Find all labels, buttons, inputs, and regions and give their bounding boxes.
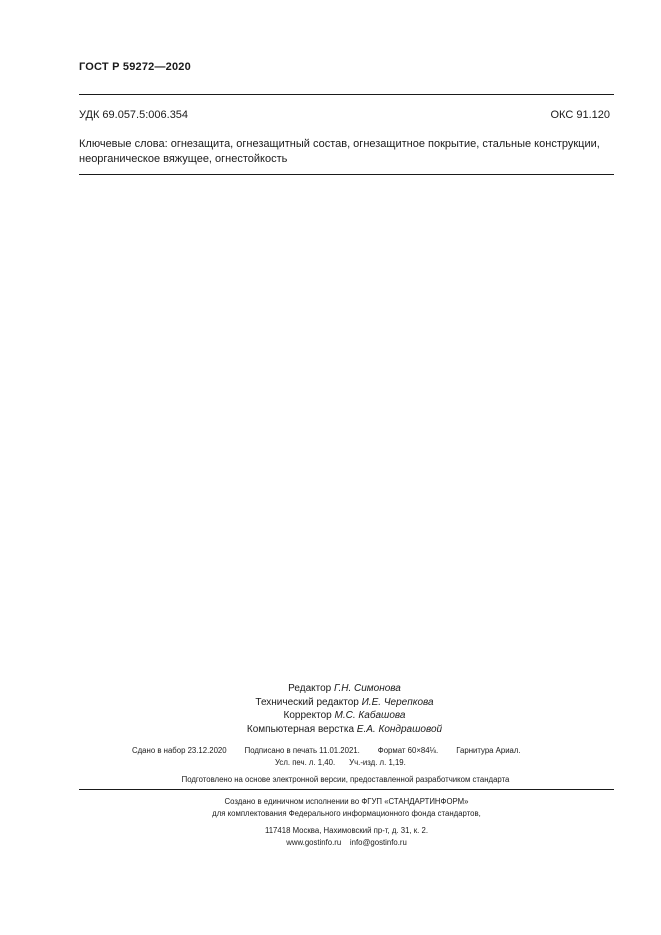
publication-line-2 [275, 758, 406, 767]
credit-layout-role: Компьютерная верстка [246, 723, 355, 735]
edit-sheets: Уч.-изд. л. 1,19. [349, 758, 406, 767]
credit-tech-editor [0, 696, 661, 710]
credit-layout [0, 723, 661, 737]
print-sheets: Усл. печ. л. 1,40. [275, 758, 336, 767]
submitted-date: Сдано в набор 23.12.2020 [132, 746, 227, 755]
paper-format: Формат 60×84⅛. [377, 746, 439, 755]
credits-block [0, 682, 661, 736]
publisher-footer [0, 796, 661, 848]
document-id: ГОСТ Р 59272—2020 [79, 61, 191, 73]
credit-editor [0, 682, 661, 696]
credit-corrector [0, 709, 661, 723]
credit-editor-role: Редактор [288, 683, 332, 694]
divider-top [79, 94, 614, 95]
typeface: Гарнитура Ариал. [456, 746, 521, 755]
footer-line-1: Создано в единичном исполнении во ФГУП «СТАНДАРТИНФОРМ» [224, 797, 469, 806]
oks-code: ОКС 91.120 [550, 109, 610, 121]
publication-line-1 [132, 746, 521, 755]
footer-line-2: для комплектования Федерального информационного фонда стандартов, [212, 808, 481, 818]
footer-website[interactable]: www.gostinfo.ru [286, 837, 342, 847]
udc-code: УДК 69.057.5:006.354 [79, 109, 189, 121]
credit-editor-name: Г.Н. Симонова [334, 683, 401, 694]
footer-address: 117418 Москва, Нахимовский пр-т, д. 31, к. 2. [264, 826, 429, 835]
credit-tech-editor-role: Технический редактор [255, 696, 359, 708]
divider-footer [79, 789, 614, 790]
keywords-text: Ключевые слова: огнезащита, огнезащитный состав, огнезащитное покрытие, стальные конструкции, неорганическое вяжущее, огнестойкость [79, 138, 600, 165]
footer-email[interactable]: info@gostinfo.ru [349, 837, 407, 847]
credit-corrector-role: Корректор [283, 710, 332, 721]
credit-tech-editor-name: И.Е. Черепкова [361, 696, 434, 708]
credit-layout-name: Е.А. Кондрашовой [356, 723, 443, 735]
prepared-note: Подготовлено на основе электронной версии, предоставленной разработчиком стандарта [181, 775, 510, 784]
signed-date: Подписано в печать 11.01.2021. [244, 746, 360, 755]
footer-contacts [32, 837, 661, 849]
credit-corrector-name: М.С. Кабашова [334, 710, 406, 721]
divider-keywords [79, 174, 614, 175]
